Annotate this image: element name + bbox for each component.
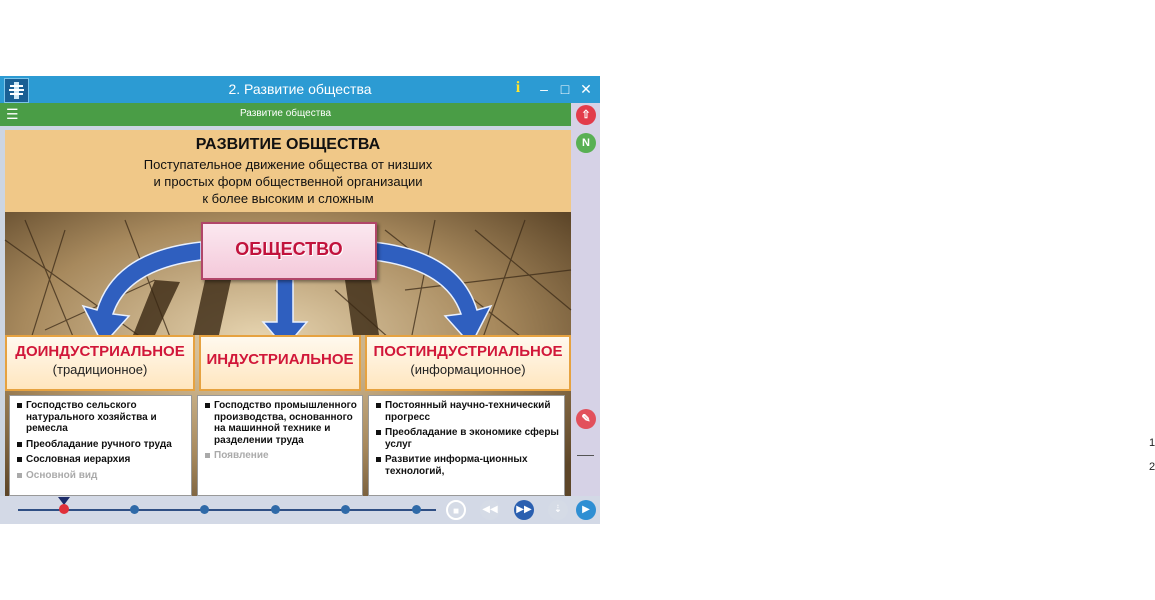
play-next-icon[interactable]: ▶	[576, 500, 596, 520]
column-title: ДОИНДУСТРИАЛЬНОЕ	[15, 343, 185, 360]
timeline-step[interactable]	[412, 505, 421, 514]
column-list-postindustrial	[368, 395, 565, 496]
list-item: Господство сельского натурального хозяйства и ремесла	[26, 400, 188, 435]
new-badge-icon[interactable]: N	[576, 133, 596, 153]
slide	[5, 130, 571, 496]
column-list-industrial	[197, 395, 363, 496]
timeline-step[interactable]	[130, 505, 139, 514]
rewind-icon[interactable]: ◀◀	[480, 500, 500, 520]
banner-line: и простых форм общественной организации	[153, 174, 423, 189]
skip-down-icon[interactable]: ⇣	[548, 500, 568, 520]
maximize-icon[interactable]: □	[560, 81, 570, 97]
list-item: Преобладание в экономике сферы услуг	[385, 427, 561, 450]
column-list-preindustrial	[9, 395, 192, 496]
title-bar	[0, 76, 600, 103]
info-icon[interactable]: i	[515, 79, 521, 96]
column-heading-industrial	[199, 335, 361, 391]
list-item: Постоянный научно-технический прогресс	[385, 400, 561, 423]
timeline-step-current[interactable]	[59, 504, 69, 514]
society-label: ОБЩЕСТВО	[235, 239, 343, 259]
window-title: 2. Развитие общества	[228, 81, 372, 97]
column-heading-preindustrial	[5, 335, 195, 391]
app-window	[0, 76, 1155, 524]
banner-line: к более высоким и сложным	[202, 191, 374, 206]
page-divider	[577, 455, 594, 456]
list-item: Развитие информа-ционных технологий,	[385, 454, 561, 477]
list-item: Преобладание ручного труда	[26, 439, 188, 451]
fast-forward-icon[interactable]: ▶▶	[514, 500, 534, 520]
column-subtitle: (традиционное)	[52, 362, 148, 377]
page-current: 1	[1149, 437, 1155, 449]
close-icon[interactable]: ✕	[580, 81, 592, 97]
banner-definition	[5, 156, 571, 207]
minimize-icon[interactable]: –	[540, 81, 548, 97]
timeline-track[interactable]	[18, 509, 436, 511]
column-title: ПОСТИНДУСТРИАЛЬНОЕ	[373, 343, 563, 360]
stop-icon[interactable]: ■	[446, 500, 466, 520]
list-item: Сословная иерархия	[26, 454, 188, 466]
list-item: Господство промышленного производства, основанного на машинной технике и разделении труда	[214, 400, 359, 446]
banner-line: Поступательное движение общества от низших	[143, 157, 433, 172]
hamburger-menu-icon[interactable]: ☰	[6, 106, 19, 122]
timeline-step[interactable]	[200, 505, 209, 514]
definition-banner	[5, 130, 571, 212]
banner-title: РАЗВИТИЕ ОБЩЕСТВА	[195, 136, 381, 153]
column-heading-postindustrial	[365, 335, 571, 391]
section-subtitle: Развитие общества	[239, 108, 332, 119]
column-subtitle: (информационное)	[410, 362, 526, 377]
navigation-bar	[0, 496, 600, 524]
list-item: Появление	[214, 450, 359, 462]
timeline-step[interactable]	[341, 505, 350, 514]
up-arrow-icon[interactable]: ⇧	[576, 105, 596, 125]
test-icon[interactable]: ✎	[576, 409, 596, 429]
side-panel	[571, 103, 1155, 520]
column-title: ИНДУСТРИАЛЬНОЕ	[206, 351, 354, 368]
section-bar	[0, 103, 571, 126]
timeline-step[interactable]	[271, 505, 280, 514]
page-total: 2	[1149, 461, 1155, 473]
society-box	[201, 222, 377, 280]
list-item: Основной вид	[26, 470, 188, 482]
